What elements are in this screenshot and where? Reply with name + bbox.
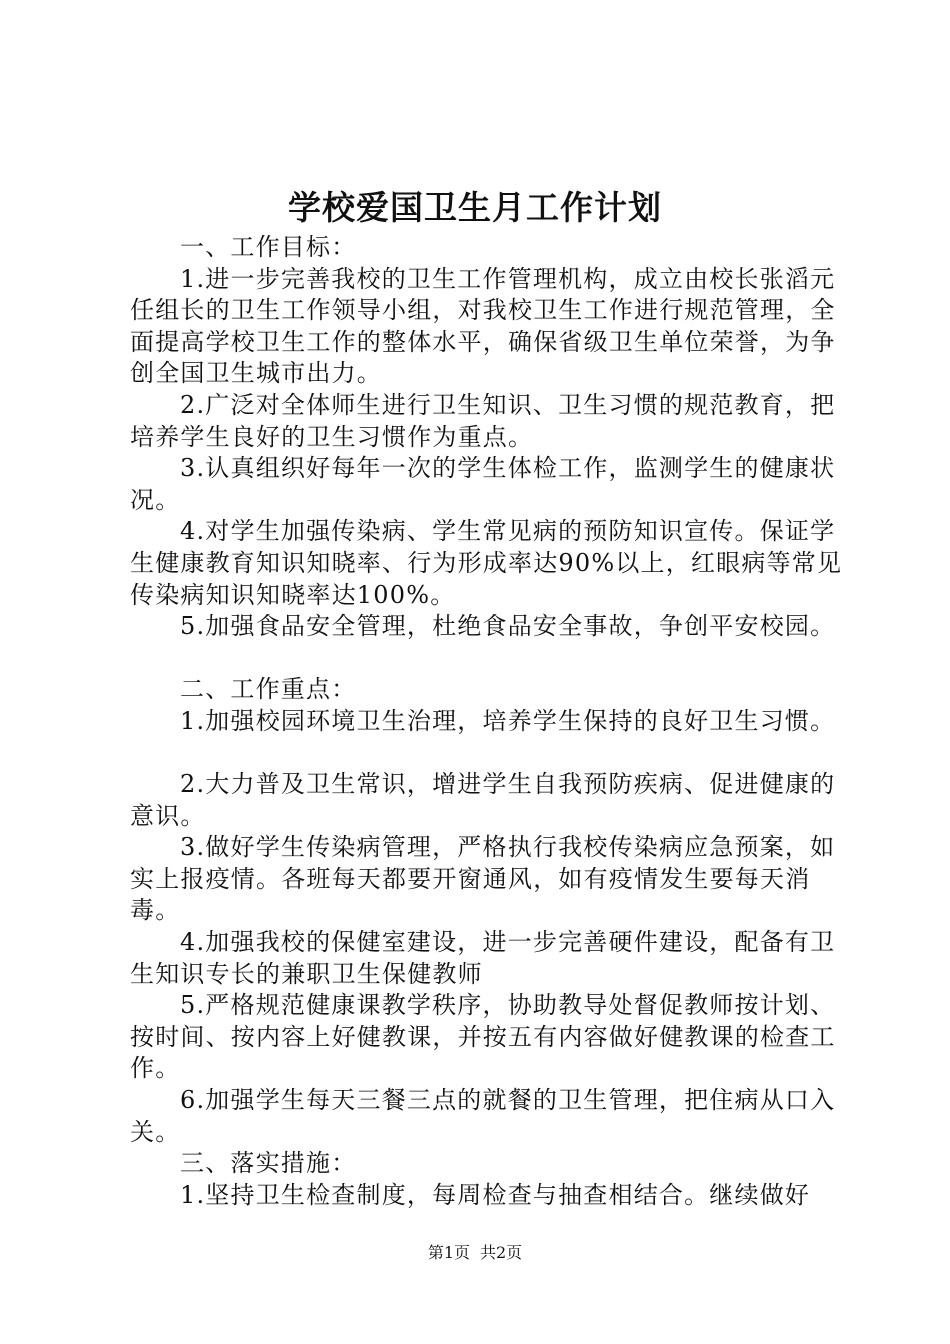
page-footer — [0, 1242, 950, 1264]
focus-item-2: 2.大力普及卫生常识，增进学生自我预防疾病、促进健康的意识。 — [130, 770, 836, 830]
paragraph-gap — [130, 643, 850, 675]
goal-item-4: 4.对学生加强传染病、学生常见病的预防知识宣传。保证学生健康教育知识知晓率、行为形成率达90%以上，红眼病等常见传染病知识知晓率达100%。 — [130, 517, 843, 609]
document-body — [130, 232, 850, 1211]
section-heading-focus: 二、工作重点： — [180, 675, 357, 704]
paragraph-gap — [130, 738, 850, 770]
focus-item-3: 3.做好学生传染病管理，严格执行我校传染病应急预案，如实上报疫情。各班每天都要开窗通风，如有疫情发生要每天消毒。 — [130, 833, 836, 925]
goal-item-5: 5.加强食品安全管理，杜绝食品安全事故，争创平安校园。 — [180, 612, 836, 641]
focus-item-4: 4.加强我校的保健室建设，进一步完善硬件建设，配备有卫生知识专长的兼职卫生保健教师 — [130, 928, 836, 988]
section-heading-measures: 三、落实措施： — [180, 1149, 357, 1178]
focus-item-5: 5.严格规范健康课教学秩序，协助教导处督促教师按计划、按时间、按内容上好健教课，并按五有内容做好健教课的检查工作。 — [130, 991, 836, 1083]
page-number: 第1页 — [427, 1243, 470, 1262]
goal-item-3: 3.认真组织好每年一次的学生体检工作，监测学生的健康状况。 — [130, 454, 836, 514]
page-total: 共2页 — [480, 1243, 523, 1262]
section-heading-goals: 一、工作目标： — [180, 233, 357, 261]
focus-item-6: 6.加强学生每天三餐三点的就餐的卫生管理，把住病从口入关。 — [130, 1086, 836, 1146]
focus-item-1: 1.加强校园环境卫生治理，培养学生保持的良好卫生习惯。 — [180, 706, 836, 735]
document-title: 学校爱国卫生月工作计划 — [288, 188, 662, 227]
goal-item-1: 1.进一步完善我校的卫生工作管理机构，成立由校长张滔元任组长的卫生工作领导小组，对我校卫生工作进行规范管理，全面提高学校卫生工作的整体水平，确保省级卫生单位荣誉，为争创全国卫生城市出力。 — [130, 264, 836, 388]
goal-item-2: 2.广泛对全体师生进行卫生知识、卫生习惯的规范教育，把培养学生良好的卫生习惯作为重点。 — [130, 390, 836, 451]
measure-item-1: 1.坚持卫生检查制度，每周检查与抽查相结合。继续做好 — [180, 1180, 811, 1209]
